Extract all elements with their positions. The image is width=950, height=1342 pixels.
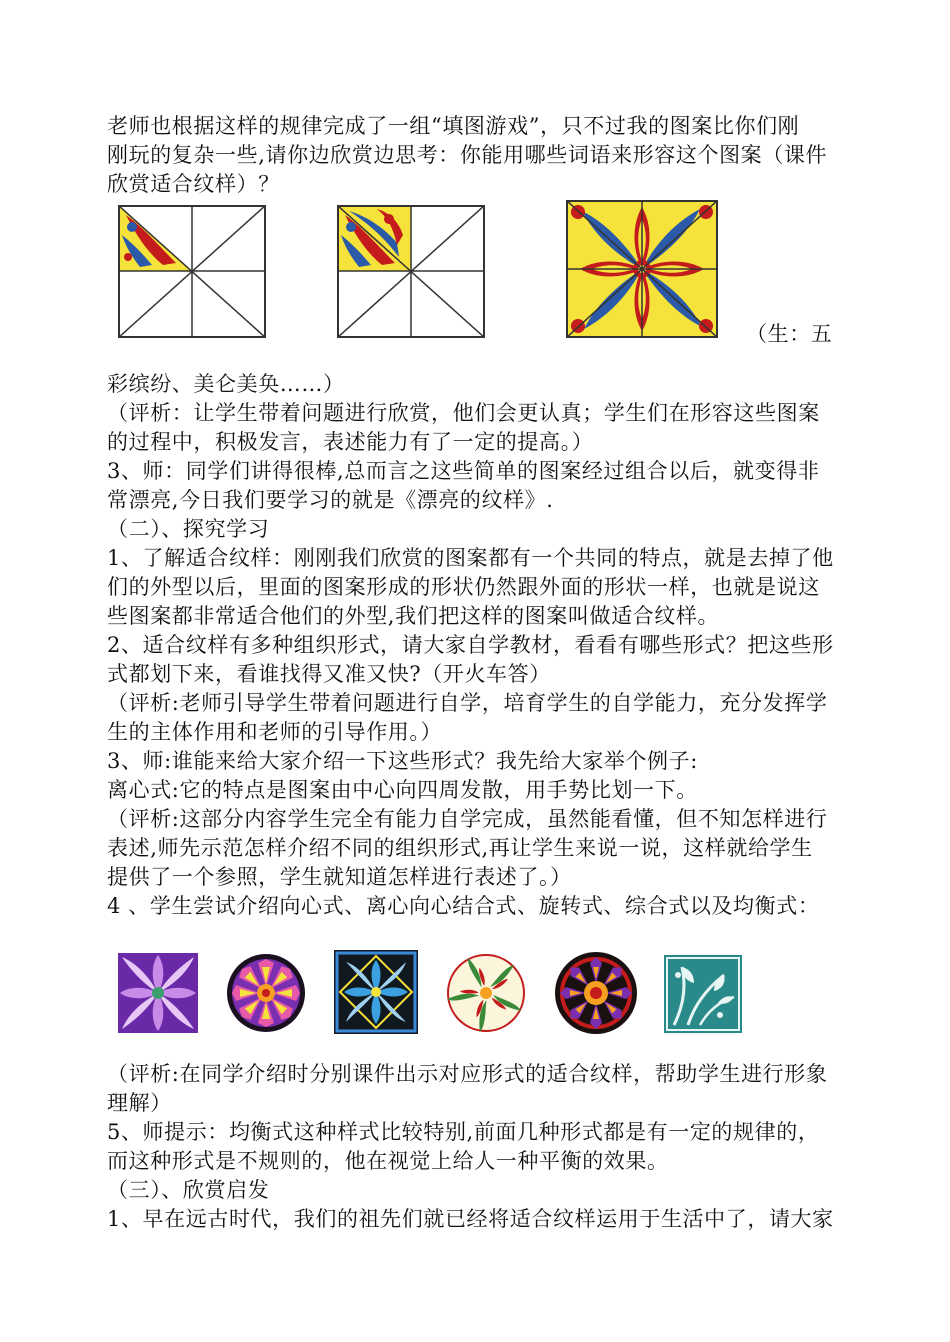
square-blue-pattern-image xyxy=(334,950,418,1034)
text-line: 1、了解适合纹样：刚刚我们欣赏的图案都有一个共同的特点，就是去掉了他 xyxy=(107,546,834,570)
text-line: 理解） xyxy=(107,1091,172,1115)
fill-game-grid-complete xyxy=(566,200,718,338)
text-line: 的过程中，积极发言，表述能力有了一定的提高。） xyxy=(107,430,594,454)
circle-rotating-pattern-image xyxy=(446,953,526,1033)
text-line: 彩缤纷、美仑美奂……） xyxy=(107,372,345,396)
text-line: 常漂亮,今日我们要学习的就是《漂亮的纹样》. xyxy=(107,488,554,512)
inline-answer: （生：五 xyxy=(746,322,833,346)
text-line: 1、早在远古时代，我们的祖先们就已经将适合纹样运用于生活中了，请大家 xyxy=(107,1207,834,1231)
text-line: 3、师:谁能来给大家介绍一下这些形式？我先给大家举个例子: xyxy=(107,749,698,773)
text-line: 而这种形式是不规则的，他在视觉上给人一种平衡的效果。 xyxy=(107,1149,669,1173)
fill-game-grid-step2 xyxy=(337,205,485,338)
section-heading: （二）、探究学习 xyxy=(107,517,270,541)
text-line: （评析:在同学介绍时分别课件出示对应形式的适合纹样，帮助学生进行形象 xyxy=(107,1062,828,1086)
text-line: 欣赏适合纹样）？ xyxy=(107,172,280,196)
text-line: 3、师：同学们讲得很棒,总而言之这些简单的图案经过组合以后，就变得非 xyxy=(107,459,820,483)
text-line: （评析：让学生带着问题进行欣赏，他们会更认真；学生们在形容这些图案 xyxy=(107,401,820,425)
text-line: 刚玩的复杂一些,请你边欣赏边思考：你能用哪些词语来形容这个图案（课件 xyxy=(107,143,828,167)
text-line: 老师也根据这样的规律完成了一组“填图游戏”，只不过我的图案比你们刚 xyxy=(107,114,800,138)
text-line: 4 、学生尝试介绍向心式、离心向心结合式、旋转式、综合式以及均衡式： xyxy=(107,894,820,918)
fill-game-grid-step1 xyxy=(118,205,266,338)
text-line: 离心式:它的特点是图案由中心向四周发散，用手势比划一下。 xyxy=(107,778,698,802)
square-purple-pattern-image xyxy=(118,953,198,1033)
text-line: 提供了一个参照，学生就知道怎样进行表述了。） xyxy=(107,865,572,889)
text-line: 2、适合纹样有多种组织形式，请大家自学教材，看看有哪些形式？把这些形 xyxy=(107,633,834,657)
square-balanced-pattern-image xyxy=(664,955,742,1033)
text-line: （评析:老师引导学生带着问题进行自学，培育学生的自学能力，充分发挥学 xyxy=(107,691,828,715)
circle-comprehensive-pattern-image xyxy=(554,951,638,1035)
circle-radial-pattern-image xyxy=(226,953,306,1033)
text-line: 些图案都非常适合他们的外型,我们把这样的图案叫做适合纹样。 xyxy=(107,604,720,628)
text-line: 表述,师先示范怎样介绍不同的组织形式,再让学生来说一说，这样就给学生 xyxy=(107,836,813,860)
text-line: （评析:这部分内容学生完全有能力自学完成，虽然能看懂，但不知怎样进行 xyxy=(107,807,828,831)
text-line: 式都划下来，看谁找得又准又快?（开火车答） xyxy=(107,662,551,686)
text-line: 5、师提示：均衡式这种样式比较特别,前面几种形式都是有一定的规律的， xyxy=(107,1120,820,1144)
text-line: 们的外型以后，里面的图案形成的形状仍然跟外面的形状一样，也就是说这 xyxy=(107,575,820,599)
text-line: 生的主体作用和老师的引导作用。） xyxy=(107,720,443,744)
section-heading: （三）、欣赏启发 xyxy=(107,1178,270,1202)
